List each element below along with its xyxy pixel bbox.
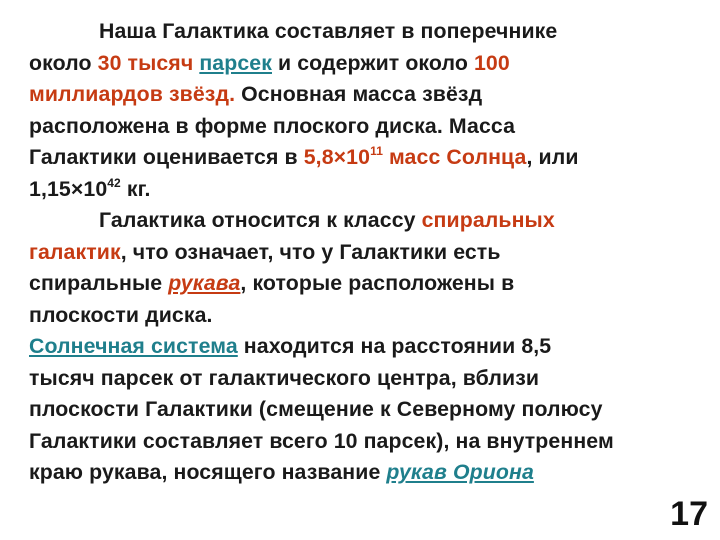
text-span: , или [526,145,579,169]
galaxies-term: галактик [29,239,121,264]
text-span: плоскости Галактики (смещение к Северному полюсу [29,397,603,421]
p1-line-3 [29,79,709,111]
text-span: краю рукава, носящего название [29,460,387,484]
text-span: тысяч парсек от галактического центра, вблизи [29,365,540,390]
p1-line-2 [29,48,709,80]
p2-line-4 [29,300,709,332]
p2-line-2 [29,237,709,269]
text-span: Галактики оценивается в [29,145,304,169]
kg-exponent: 42 [107,175,121,190]
orion-arm-link[interactable]: рукав Ориона [386,460,534,484]
p2-line-3 [29,268,709,300]
text-span: находится на расстоянии 8,5 [237,334,552,358]
p3-line-3 [29,394,709,426]
text-span: и содержит около [272,50,474,75]
mass-exponent: 11 [370,144,383,158]
parsec-link[interactable]: парсек [199,50,272,75]
p3-line-4 [29,426,709,458]
spiral-term: спиральных [421,208,555,232]
p3-line-1 [29,331,709,363]
p1-line-5 [29,142,709,174]
slide-text [29,16,709,489]
text-span: Галактики составляет всего 10 парсек), на внутреннем [29,428,614,453]
text-span: плоскости диска. [29,302,213,327]
mass-unit: масс Солнца [382,145,527,169]
p1-line-1 [29,16,709,48]
text-span: спиральные [29,271,169,295]
text-span: кг. [120,176,151,201]
solar-system-link[interactable]: Солнечная система [29,334,238,358]
arms-link[interactable]: рукава [168,271,241,295]
text-span: расположена в форме плоского диска. Масса [29,113,516,138]
p2-line-1 [29,205,709,237]
text-span: Галактика относится к классу [99,208,422,232]
text-span: около [29,50,98,75]
galaxy-diameter: 30 тысяч [97,50,200,75]
star-count-number: 100 [473,50,510,75]
p1-line-4 [29,111,709,143]
text-span: , которые расположены в [240,271,515,295]
text-span: 1,15×10 [29,176,108,201]
star-count-unit: миллиардов звёзд. [29,82,236,106]
text-span: Основная масса звёзд [235,82,483,106]
p3-line-2 [29,363,709,395]
page-number: 17 [670,495,708,533]
p1-line-6 [29,174,709,206]
text-span: Наша Галактика составляет в поперечнике [99,19,558,43]
p3-line-5 [29,457,709,489]
galaxy-mass-value: 5,8×10 [303,145,371,169]
text-span: , что означает, что у Галактики есть [120,239,501,264]
